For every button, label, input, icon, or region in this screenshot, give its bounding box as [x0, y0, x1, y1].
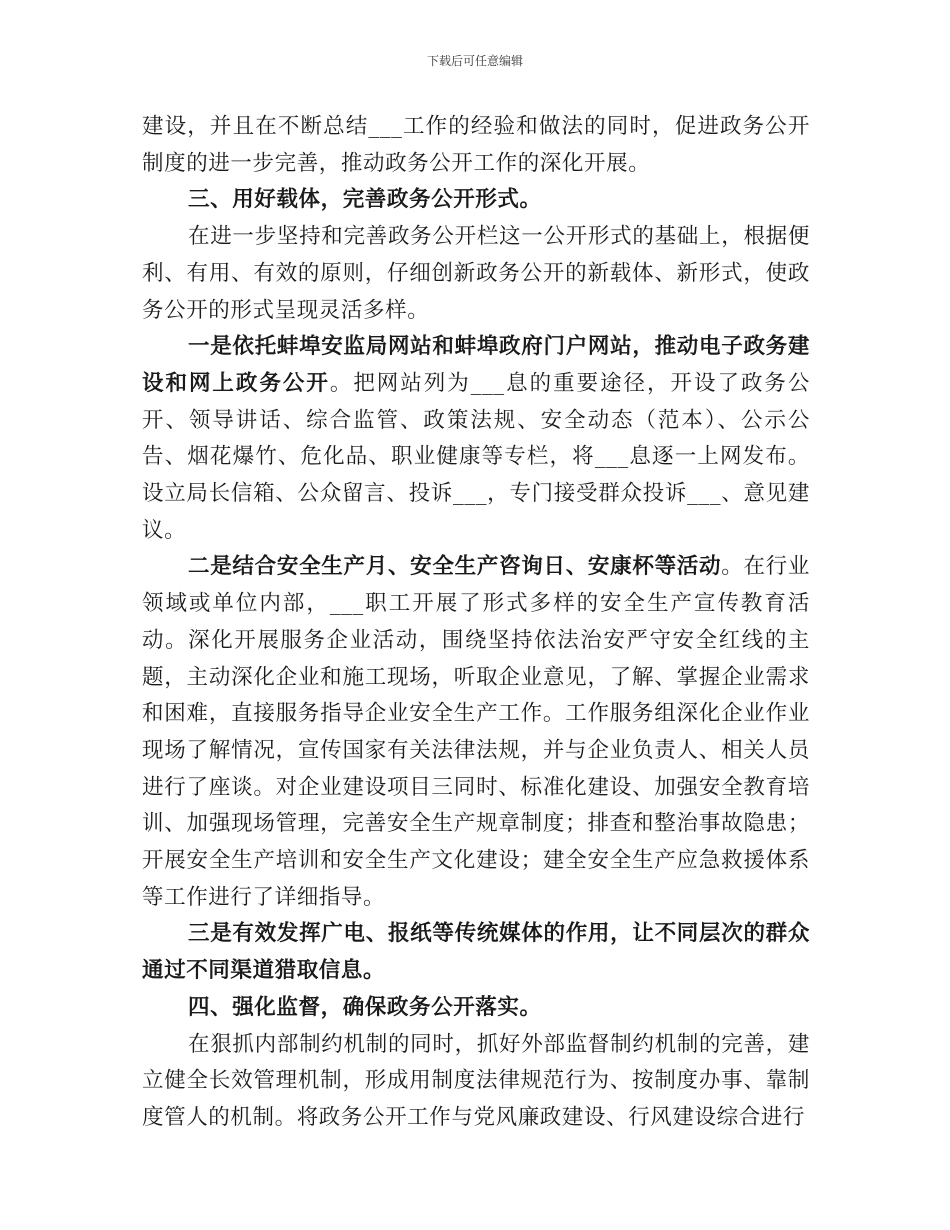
paragraph-text: 在狠抓内部制约机制的同时，抓好外部监督制约机制的完善，建立健全长效管理机制，形成用制度法律规范行为、按制度办事、靠制度管人的机制。将政务公开工作与党风廉政建设、行风建设综合进行 — [142, 1031, 810, 1130]
paragraph-continuation — [142, 109, 810, 182]
paragraph-text: 。把网站列为___息的重要途径，开设了政务公开、领导讲话、综合监管、政策法规、安全动态（范本）、公示公告、烟花爆竹、危化品、职业健康等专栏，将___息逐一上网发布。设立局长信箱、公众留言、投诉___，专门接受群众投诉___、意见建议。 — [142, 370, 810, 543]
paragraph-text: 在进一步坚持和完善政务公开栏这一公开形式的基础上，根据便利、有用、有效的原则，仔细创新政务公开的新载体、新形式，使政务公开的形式呈现灵活多样。 — [142, 224, 810, 323]
paragraph-text: 。在行业领域或单位内部，___职工开展了形式多样的安全生产宣传教育活动。深化开展服务企业活动，围绕坚持依法治安严守安全红线的主题，主动深化企业和施工现场，听取企业意见，了解、掌握企业需求和困难，直接服务指导企业安全生产工作。工作服务组深化企业作业现场了解情况，宣传国家有关法律法规，并与企业负责人、相关人员进行了座谈。对企业建设项目三同时、标准化建设、加强安全教育培训、加强现场管理，完善安全生产规章制度；排查和整治事故隐患；开展安全生产培训和安全生产文化建设；建全安全生产应急救援体系等工作进行了详细指导。 — [142, 554, 811, 910]
paragraph-supervision — [142, 1027, 810, 1137]
paragraph-lead: 二是结合安全生产月、安全生产咨询日、安康杯等活动 — [188, 554, 722, 580]
heading-text: 四、强化监督，确保政务公开落实。 — [188, 994, 542, 1020]
section-heading-3 — [142, 182, 810, 219]
paragraph-point-1 — [142, 329, 810, 549]
paragraph-text: 建设，并且在不断总结___工作的经验和做法的同时，促进政务公开制度的进一步完善，推动政务公开工作的深化开展。 — [142, 114, 810, 176]
paragraph-carrier-intro — [142, 219, 810, 329]
section-heading-4 — [142, 990, 810, 1027]
paragraph-point-3 — [142, 916, 810, 989]
document-body — [142, 109, 810, 1137]
heading-text: 三、用好载体，完善政务公开形式。 — [188, 187, 542, 213]
page-header: 下载后可任意编辑 — [426, 54, 523, 68]
paragraph-lead: 三是有效发挥广电、报纸等传统媒体的作用，让不同层次的群众通过不同渠道猎取信息。 — [142, 921, 810, 984]
paragraph-point-2 — [142, 549, 810, 916]
paragraph-lead: 一是依托蚌埠安监局网站和蚌埠政府门户网站，推动电子政务建设和网上政务公开 — [142, 334, 810, 396]
